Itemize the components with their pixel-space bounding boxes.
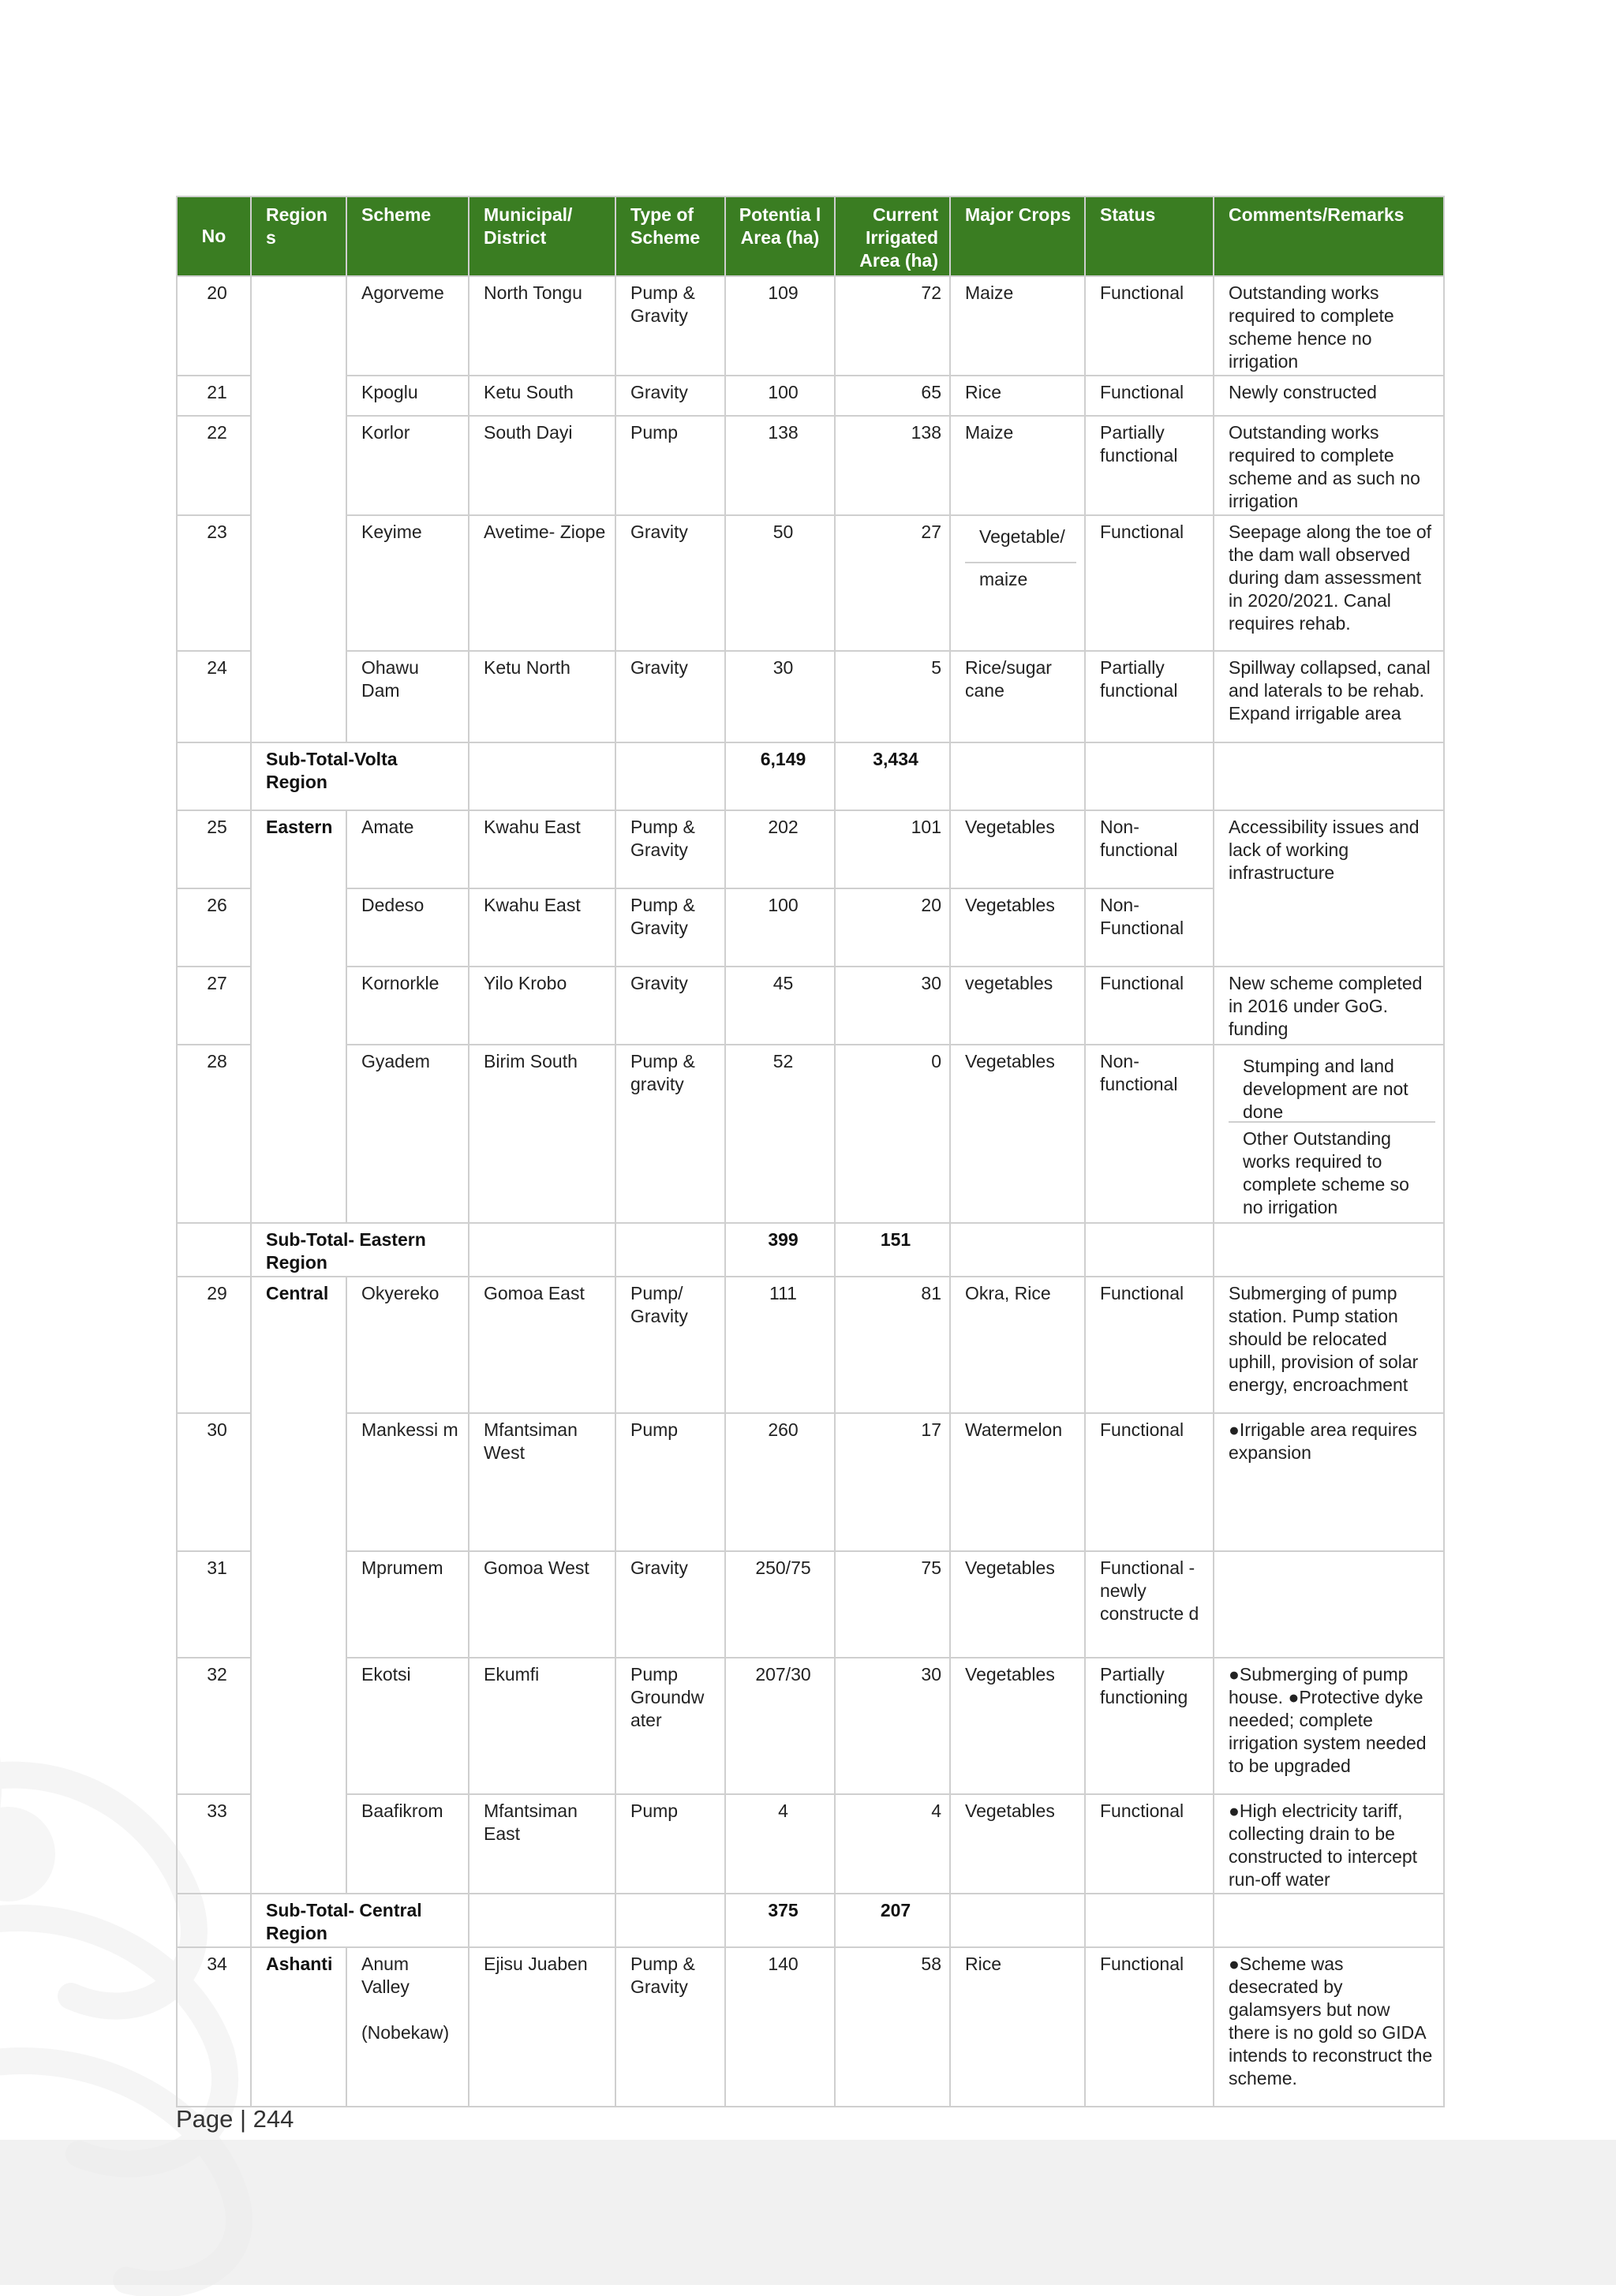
cell-district: Kwahu East bbox=[469, 810, 615, 888]
cell-comments: ●Submerging of pump house. ●Protective dyke needed; complete irrigation system needed to be upgraded bbox=[1214, 1658, 1444, 1794]
cell-district: Avetime- Ziope bbox=[469, 515, 615, 651]
header-no: No bbox=[177, 196, 251, 276]
table-row bbox=[177, 1045, 1444, 1223]
table-row bbox=[177, 276, 1444, 376]
cell-crops: Vegetables bbox=[950, 1551, 1085, 1658]
cell-comments-part: Stumping and land development are not done bbox=[1229, 1050, 1435, 1123]
subtotal-potential: 375 bbox=[725, 1894, 835, 1947]
subtotal-row bbox=[177, 1894, 1444, 1947]
cell-crops: Rice bbox=[950, 1947, 1085, 2107]
cell-status bbox=[1085, 1894, 1214, 1947]
cell-status: Functional bbox=[1085, 1947, 1214, 2107]
cell-comments bbox=[1214, 1551, 1444, 1658]
cell-scheme: Ekotsi bbox=[346, 1658, 469, 1794]
cell-potential: 30 bbox=[725, 651, 835, 742]
cell-potential: 250/75 bbox=[725, 1551, 835, 1658]
cell-potential: 260 bbox=[725, 1413, 835, 1551]
cell-status: Non- functional bbox=[1085, 810, 1214, 888]
cell-potential: 109 bbox=[725, 276, 835, 376]
cell-district: South Dayi bbox=[469, 416, 615, 515]
cell-type: Gravity bbox=[615, 1551, 725, 1658]
cell-crops: Rice bbox=[950, 376, 1085, 416]
cell-type: Pump bbox=[615, 1413, 725, 1551]
table-header bbox=[177, 196, 1444, 276]
cell-no: 29 bbox=[177, 1277, 251, 1413]
header-district: Municipal/ District bbox=[469, 196, 615, 276]
cell-crops: Vegetables bbox=[950, 888, 1085, 967]
cell-no: 27 bbox=[177, 967, 251, 1045]
cell-crops: Maize bbox=[950, 416, 1085, 515]
cell-district bbox=[469, 742, 615, 810]
cell-type: Pump/ Gravity bbox=[615, 1277, 725, 1413]
cell-potential: 207/30 bbox=[725, 1658, 835, 1794]
cell-potential: 4 bbox=[725, 1794, 835, 1894]
cell-scheme: Korlor bbox=[346, 416, 469, 515]
table-row bbox=[177, 1551, 1444, 1658]
cell-scheme: Okyereko bbox=[346, 1277, 469, 1413]
scheme-name: Anum Valley bbox=[361, 1954, 410, 1997]
cell-status: Partially functional bbox=[1085, 416, 1214, 515]
cell-district: Kwahu East bbox=[469, 888, 615, 967]
cell-type bbox=[615, 1894, 725, 1947]
cell-comments: Spillway collapsed, canal and laterals to be rehab. Expand irrigable area bbox=[1214, 651, 1444, 742]
cell-region: Ashanti bbox=[251, 1947, 346, 2107]
cell-no: 28 bbox=[177, 1045, 251, 1223]
cell-status bbox=[1085, 1223, 1214, 1277]
cell-district: North Tongu bbox=[469, 276, 615, 376]
cell-crops-part: maize bbox=[979, 569, 1028, 589]
cell-potential: 202 bbox=[725, 810, 835, 888]
cell-comments: ●Irrigable area requires expansion bbox=[1214, 1413, 1444, 1551]
header-scheme: Scheme bbox=[346, 196, 469, 276]
cell-no: 31 bbox=[177, 1551, 251, 1658]
cell-current: 72 bbox=[835, 276, 950, 376]
subtotal-current: 151 bbox=[835, 1223, 950, 1277]
scheme-alias: (Nobekaw) bbox=[361, 2022, 450, 2043]
table-row bbox=[177, 651, 1444, 742]
cell-district: Ketu North bbox=[469, 651, 615, 742]
cell-scheme: Baafikrom bbox=[346, 1794, 469, 1894]
cell-district bbox=[469, 1894, 615, 1947]
cell-comments: New scheme completed in 2016 under GoG. funding bbox=[1214, 967, 1444, 1045]
cell-no: 24 bbox=[177, 651, 251, 742]
cell-district: Ekumfi bbox=[469, 1658, 615, 1794]
cell-status: Functional - newly constructe d bbox=[1085, 1551, 1214, 1658]
cell-type: Pump & gravity bbox=[615, 1045, 725, 1223]
cell-potential: 138 bbox=[725, 416, 835, 515]
cell-current: 5 bbox=[835, 651, 950, 742]
cell-no: 26 bbox=[177, 888, 251, 967]
cell-comments: ●High electricity tariff, collecting drain to be constructed to intercept run-off water bbox=[1214, 1794, 1444, 1894]
cell-no bbox=[177, 1223, 251, 1277]
cell-type: Pump Groundw ater bbox=[615, 1658, 725, 1794]
cell-crops: vegetables bbox=[950, 967, 1085, 1045]
cell-district: Birim South bbox=[469, 1045, 615, 1223]
cell-status: Partially functioning bbox=[1085, 1658, 1214, 1794]
cell-current: 101 bbox=[835, 810, 950, 888]
cell-type: Pump bbox=[615, 416, 725, 515]
cell-district: Gomoa East bbox=[469, 1277, 615, 1413]
cell-scheme: Mprumem bbox=[346, 1551, 469, 1658]
cell-no: 21 bbox=[177, 376, 251, 416]
cell-scheme bbox=[346, 1947, 469, 2107]
cell-current: 0 bbox=[835, 1045, 950, 1223]
table-row bbox=[177, 515, 1444, 651]
cell-comments: Newly constructed bbox=[1214, 376, 1444, 416]
table-row bbox=[177, 967, 1444, 1045]
cell-status bbox=[1085, 742, 1214, 810]
cell-status: Functional bbox=[1085, 1794, 1214, 1894]
subtotal-label: Sub-Total- Eastern Region bbox=[251, 1223, 469, 1277]
cell-scheme: Dedeso bbox=[346, 888, 469, 967]
page-number: Page | 244 bbox=[176, 2105, 294, 2133]
cell-status: Partially functional bbox=[1085, 651, 1214, 742]
cell-comments bbox=[1214, 1223, 1444, 1277]
cell-no bbox=[177, 1894, 251, 1947]
cell-crops: Maize bbox=[950, 276, 1085, 376]
cell-no bbox=[177, 742, 251, 810]
cell-comments-part: Other Outstanding works required to complete scheme so no irrigation bbox=[1243, 1128, 1409, 1217]
cell-type: Gravity bbox=[615, 967, 725, 1045]
cell-scheme: Gyadem bbox=[346, 1045, 469, 1223]
cell-crops bbox=[950, 1223, 1085, 1277]
cell-current: 58 bbox=[835, 1947, 950, 2107]
cell-status: Functional bbox=[1085, 1413, 1214, 1551]
cell-comments: Outstanding works required to complete scheme hence no irrigation bbox=[1214, 276, 1444, 376]
subtotal-label: Sub-Total-Volta Region bbox=[251, 742, 469, 810]
cell-crops: Watermelon bbox=[950, 1413, 1085, 1551]
cell-no: 33 bbox=[177, 1794, 251, 1894]
cell-status: Functional bbox=[1085, 376, 1214, 416]
cell-crops: Vegetables bbox=[950, 1045, 1085, 1223]
cell-district bbox=[469, 1223, 615, 1277]
irrigation-schemes-table bbox=[176, 196, 1445, 2107]
cell-scheme: Amate bbox=[346, 810, 469, 888]
header-crops: Major Crops bbox=[950, 196, 1085, 276]
cell-no: 23 bbox=[177, 515, 251, 651]
cell-potential: 140 bbox=[725, 1947, 835, 2107]
subtotal-row bbox=[177, 1223, 1444, 1277]
cell-type: Pump bbox=[615, 1794, 725, 1894]
subtotal-current: 3,434 bbox=[835, 742, 950, 810]
header-potential-area: Potentia l Area (ha) bbox=[725, 196, 835, 276]
cell-scheme: Ohawu Dam bbox=[346, 651, 469, 742]
cell-comments bbox=[1214, 1894, 1444, 1947]
cell-crops bbox=[950, 515, 1085, 651]
cell-crops: Vegetables bbox=[950, 810, 1085, 888]
cell-comments bbox=[1214, 742, 1444, 810]
cell-type: Gravity bbox=[615, 651, 725, 742]
cell-comments: Submerging of pump station. Pump station should be relocated uphill, provision of solar energy, encroachment bbox=[1214, 1277, 1444, 1413]
cell-current: 27 bbox=[835, 515, 950, 651]
cell-type bbox=[615, 742, 725, 810]
cell-scheme: Mankessi m bbox=[346, 1413, 469, 1551]
table-row bbox=[177, 1413, 1444, 1551]
cell-status: Non- functional bbox=[1085, 1045, 1214, 1223]
cell-current: 30 bbox=[835, 1658, 950, 1794]
cell-crops-part: Vegetable/ bbox=[965, 521, 1076, 563]
cell-current: 17 bbox=[835, 1413, 950, 1551]
subtotal-label: Sub-Total- Central Region bbox=[251, 1894, 469, 1947]
cell-crops bbox=[950, 742, 1085, 810]
cell-district: Gomoa West bbox=[469, 1551, 615, 1658]
header-region: Region s bbox=[251, 196, 346, 276]
cell-scheme: Agorveme bbox=[346, 276, 469, 376]
cell-potential: 50 bbox=[725, 515, 835, 651]
cell-potential: 100 bbox=[725, 376, 835, 416]
cell-no: 22 bbox=[177, 416, 251, 515]
cell-comments: ●Scheme was desecrated by galamsyers but now there is no gold so GIDA intends to reconstruct the scheme. bbox=[1214, 1947, 1444, 2107]
header-type: Type of Scheme bbox=[615, 196, 725, 276]
cell-scheme: Kornorkle bbox=[346, 967, 469, 1045]
table-row bbox=[177, 1277, 1444, 1413]
cell-status: Functional bbox=[1085, 515, 1214, 651]
cell-type: Pump & Gravity bbox=[615, 810, 725, 888]
cell-current: 81 bbox=[835, 1277, 950, 1413]
cell-district: Ketu South bbox=[469, 376, 615, 416]
cell-comments bbox=[1214, 1045, 1444, 1223]
cell-crops bbox=[950, 1894, 1085, 1947]
cell-current: 4 bbox=[835, 1794, 950, 1894]
cell-comments: Seepage along the toe of the dam wall observed during dam assessment in 2020/2021. Canal requires rehab. bbox=[1214, 515, 1444, 651]
cell-status: Non- Functional bbox=[1085, 888, 1214, 967]
cell-comments: Outstanding works required to complete scheme and as such no irrigation bbox=[1214, 416, 1444, 515]
cell-comments: Accessibility issues and lack of working infrastructure bbox=[1214, 810, 1444, 967]
subtotal-potential: 6,149 bbox=[725, 742, 835, 810]
cell-potential: 100 bbox=[725, 888, 835, 967]
cell-potential: 111 bbox=[725, 1277, 835, 1413]
cell-no: 20 bbox=[177, 276, 251, 376]
table-row bbox=[177, 416, 1444, 515]
cell-district: Ejisu Juaben bbox=[469, 1947, 615, 2107]
cell-current: 65 bbox=[835, 376, 950, 416]
cell-current: 30 bbox=[835, 967, 950, 1045]
cell-no: 30 bbox=[177, 1413, 251, 1551]
table-row bbox=[177, 1658, 1444, 1794]
cell-crops: Rice/sugar cane bbox=[950, 651, 1085, 742]
cell-type: Pump & Gravity bbox=[615, 276, 725, 376]
cell-crops: Vegetables bbox=[950, 1794, 1085, 1894]
cell-type: Pump & Gravity bbox=[615, 888, 725, 967]
cell-region: Eastern bbox=[251, 810, 346, 1223]
cell-crops: Okra, Rice bbox=[950, 1277, 1085, 1413]
subtotal-row bbox=[177, 742, 1444, 810]
cell-no: 25 bbox=[177, 810, 251, 888]
cell-region: Central bbox=[251, 1277, 346, 1894]
cell-type: Pump & Gravity bbox=[615, 1947, 725, 2107]
cell-region bbox=[251, 276, 346, 742]
subtotal-potential: 399 bbox=[725, 1223, 835, 1277]
cell-type: Gravity bbox=[615, 376, 725, 416]
cell-district: Mfantsiman East bbox=[469, 1794, 615, 1894]
cell-potential: 45 bbox=[725, 967, 835, 1045]
cell-no: 32 bbox=[177, 1658, 251, 1794]
cell-district: Mfantsiman West bbox=[469, 1413, 615, 1551]
cell-status: Functional bbox=[1085, 967, 1214, 1045]
cell-current: 20 bbox=[835, 888, 950, 967]
cell-district: Yilo Krobo bbox=[469, 967, 615, 1045]
cell-status: Functional bbox=[1085, 276, 1214, 376]
cell-current: 138 bbox=[835, 416, 950, 515]
cell-potential: 52 bbox=[725, 1045, 835, 1223]
cell-status: Functional bbox=[1085, 1277, 1214, 1413]
cell-scheme: Kpoglu bbox=[346, 376, 469, 416]
header-current-area: Current Irrigated Area (ha) bbox=[835, 196, 950, 276]
subtotal-current: 207 bbox=[835, 1894, 950, 1947]
cell-current: 75 bbox=[835, 1551, 950, 1658]
table-row bbox=[177, 1947, 1444, 2107]
header-status: Status bbox=[1085, 196, 1214, 276]
cell-crops: Vegetables bbox=[950, 1658, 1085, 1794]
table-row bbox=[177, 376, 1444, 416]
header-comments: Comments/Remarks bbox=[1214, 196, 1444, 276]
table-row bbox=[177, 810, 1444, 888]
table-row bbox=[177, 1794, 1444, 1894]
cell-type: Gravity bbox=[615, 515, 725, 651]
cell-no: 34 bbox=[177, 1947, 251, 2107]
cell-type bbox=[615, 1223, 725, 1277]
cell-scheme: Keyime bbox=[346, 515, 469, 651]
